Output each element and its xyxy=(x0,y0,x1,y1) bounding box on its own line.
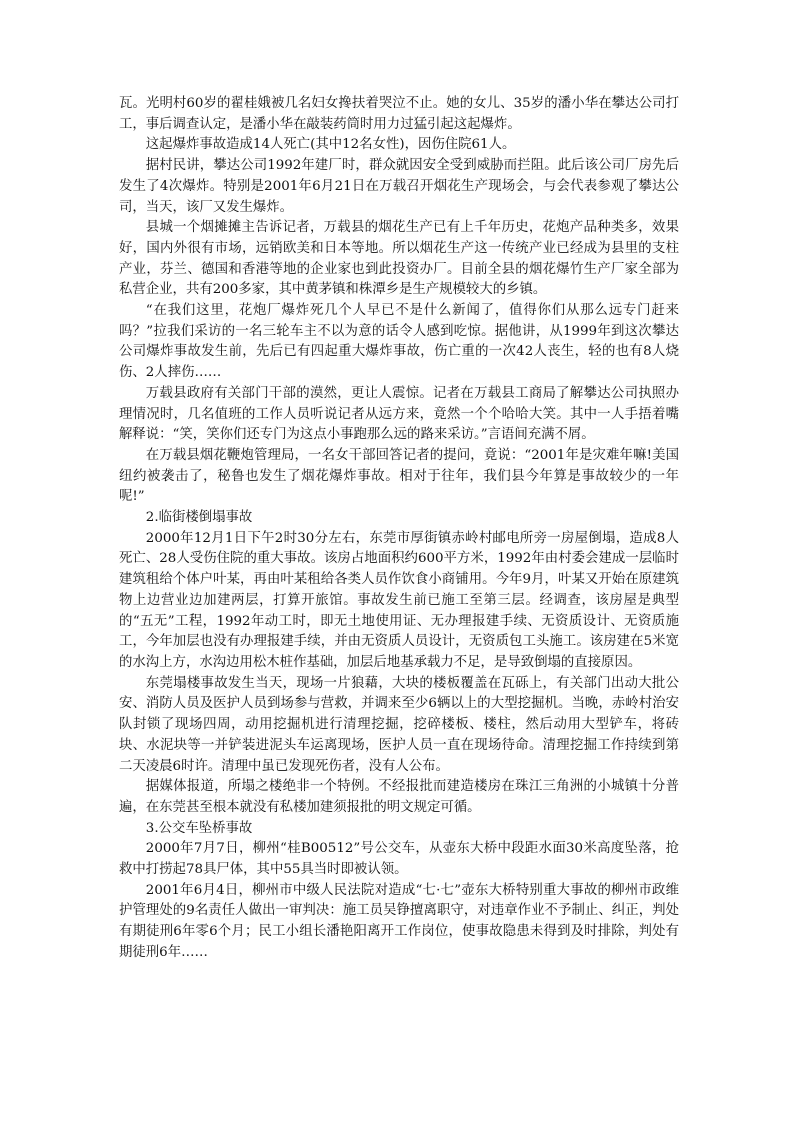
paragraph-media: 据媒体报道，所塌之楼绝非一个特例。不经报批而建造楼房在珠江三角洲的小城镇十分普遍，在东莞甚至根本就没有私楼加建须报批的明文规定可循。 xyxy=(119,779,679,815)
paragraph-fireworks-bureau: 在万载县烟花鞭炮管理局，一名女干部回答记者的提问，竟说：“2001年是灾难年嘛!美国纽约被袭击了，秘鲁也发生了烟花爆炸事故。相对于往年，我们县今年算是事故较少的一年呢!” xyxy=(119,447,679,505)
section-heading: 2.临街楼倒塌事故 xyxy=(145,510,253,526)
paragraph-tricycle: “在我们这里，花炮厂爆炸死几个人早已不是什么新闻了，值得你们从那么远专门赶来吗？”拉我们采访的一名三轮车主不以为意的话令人感到吃惊。据他讲，从1999年到这次攀达公司爆炸事故发生前，先后已有四起重大爆炸事故，伤亡重的一次42人丧生，轻的也有8人烧伤、2人摔伤…… xyxy=(119,303,679,381)
paragraph-vendor: 县城一个烟摊摊主告诉记者，万载县的烟花生产已有上千年历史，花炮产品种类多，效果好，国内外很有市场，远销欧美和日本等地。所以烟花生产这一传统产业已经成为县里的支柱产业，芬兰、德国和香港等地的企业家也到此投资办厂。目前全县的烟花爆竹生产厂家全部为私营企业，共有200多家，其中黄茅镇和株潭乡是生产规模较大的乡镇。 xyxy=(119,220,679,298)
paragraph-villagers: 据村民讲，攀达公司1992年建厂时，群众就因安全受到威胁而拦阻。此后该公司厂房先后发生了4次爆炸。特别是2001年6月21日在万载召开烟花生产现场会，与会代表参观了攀达公司，当天，该厂又发生爆炸。 xyxy=(119,158,679,215)
paragraph-rescue: 东莞塌楼事故发生当天，现场一片狼藉，大块的楼板覆盖在瓦砾上，有关部门出动大批公安、消防人员及医护人员到场参与营救，并调来至少6辆以上的大型挖掘机。当晚，赤岭村治安队封锁了现场四周，动用挖掘机进行清理挖掘，挖碎楼板、楼柱，然后动用大型铲车，将砖块、水泥块等一并铲装进泥头车运离现场，医护人员一直在现场待命。清理挖掘工作持续到第二天凌晨6时许。清理中虽已发现死伤者，没有人公布。 xyxy=(119,675,679,774)
paragraph-continuation: 瓦。光明村60岁的翟桂娥被几名妇女搀扶着哭泣不止。她的女儿、35岁的潘小华在攀达公司打工，事后调查认定，是潘小华在敲装药筒时用力过猛引起这起爆炸。 xyxy=(119,96,679,132)
paragraph-collapse: 2000年12月1日下午2时30分左右，东莞市厚街镇赤岭村邮电所旁一房屋倒塌，造成8人死亡、28人受伤住院的重大事故。该房占地面积约600平方米，1992年由村委会建成一层临时建筑租给个体户叶某，再由叶某租给各类人员作饮食小商铺用。今年9月，叶某又开始在原建筑物上边营业边加建两层，打算开旅馆。事故发生前已施工至第三层。经调查，该房屋是典型的“五无”工程，1992年动工时，即无土地使用证、无办理报建手续、无资质设计、无资质施工，今年加层也没有办理报建手续，并由无资质人员设计，无资质包工头施工。该房建在5米宽的水沟上方，水沟边用松木桩作基础，加层后地基承载力不足，是导致倒塌的直接原因。 xyxy=(119,530,679,670)
document-page xyxy=(119,94,679,964)
paragraph-casualties: 这起爆炸事故造成14人死亡(其中12名女性)，因伤住院61人。 xyxy=(145,137,516,153)
paragraph-verdict: 2001年6月4日，柳州市中级人民法院对造成“七·七”壶东大桥特别重大事故的柳州市政维护管理处的9名责任人做出一审判决：施工员吴铮擅离职守，对违章作业不予制止、纠正，判处有期徒刑6年零6个月；民工小组长潘艳阳离开工作岗位，使事故隐患未得到及时排除，判处有期徒刑6年…… xyxy=(119,882,679,960)
paragraph-officials: 万载县政府有关部门干部的漠然，更让人震惊。记者在万载县工商局了解攀达公司执照办理情况时，几名值班的工作人员听说记者从远方来，竟然一个个哈哈大笑。其中一人手捂着嘴解释说：“笑，笑你们还专门为这点小事跑那么远的路来采访。”言语间充满不屑。 xyxy=(119,385,679,443)
paragraph-bus: 2000年7月7日，柳州“桂B00512”号公交车，从壶东大桥中段距水面30米高度坠落，抢救中打捞起78具尸体，其中55具当时即被认领。 xyxy=(119,841,679,878)
section-heading: 3.公交车坠桥事故 xyxy=(145,820,253,836)
